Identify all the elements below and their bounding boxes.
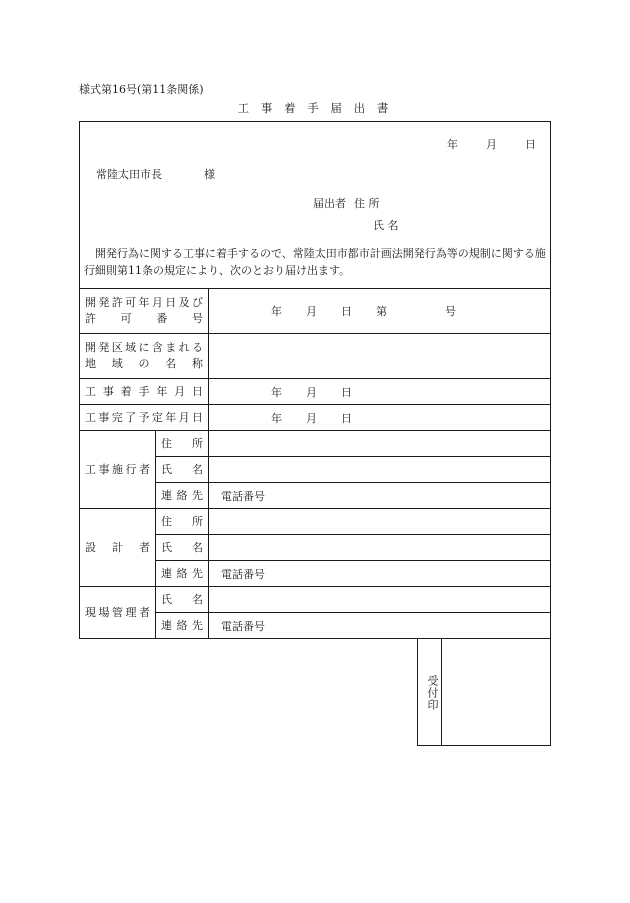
permit-row — [80, 289, 551, 334]
completion-month: 月 — [306, 411, 317, 425]
completion-year: 年 — [271, 411, 282, 425]
permit-label-line1: 開発許可年月日及び — [85, 296, 203, 309]
district-label — [80, 334, 209, 379]
addressee-name: 常陸太田市長 — [96, 168, 162, 181]
reception-stamp-box — [417, 639, 551, 746]
start-date-row — [80, 379, 551, 405]
contractor-phone-value[interactable] — [209, 483, 551, 509]
designer-phone-label: 電話番号 — [221, 567, 265, 581]
form-number: 様式第16号(第11条関係) — [79, 83, 204, 96]
site-manager-phone-label: 電話番号 — [221, 619, 265, 633]
district-label-line2: 地 域 の 名 称 — [85, 357, 203, 370]
contractor-phone-label: 電話番号 — [221, 489, 265, 503]
permit-go: 号 — [445, 305, 456, 318]
permit-value[interactable] — [209, 289, 551, 334]
start-year: 年 — [271, 385, 282, 399]
contractor-address-value[interactable] — [209, 431, 551, 457]
contractor-label: 工事施行者 — [80, 431, 156, 509]
completion-date-label: 工事完了予定年月日 — [80, 405, 209, 431]
notifier-label: 届出者 — [313, 197, 346, 210]
site-manager-name-row — [80, 587, 551, 613]
designer-phone-value[interactable] — [209, 561, 551, 587]
reception-stamp-label: 受付印 — [426, 675, 439, 711]
site-manager-label: 現場管理者 — [80, 587, 156, 639]
designer-name-value[interactable] — [209, 535, 551, 561]
permit-dai: 第 — [376, 305, 387, 318]
site-manager-name-label: 氏 名 — [156, 587, 209, 613]
addressee — [96, 166, 215, 182]
permit-year: 年 — [271, 305, 282, 318]
notifier-name-line: 氏 名 — [373, 219, 399, 232]
site-manager-contact-label: 連 絡 先 — [156, 613, 209, 639]
submission-date — [447, 136, 536, 152]
permit-month: 月 — [306, 305, 317, 318]
designer-address-row — [80, 509, 551, 535]
permit-label-line2: 許 可 番 号 — [85, 312, 203, 325]
contractor-address-label: 住 所 — [156, 431, 209, 457]
designer-name-label: 氏 名 — [156, 535, 209, 561]
district-row — [80, 334, 551, 379]
reception-stamp-label-cell — [418, 639, 442, 745]
contractor-name-label: 氏 名 — [156, 457, 209, 483]
date-year: 年 — [447, 138, 458, 151]
notifier-address-line — [313, 195, 380, 211]
header-section — [79, 121, 551, 289]
designer-address-value[interactable] — [209, 509, 551, 535]
completion-day: 日 — [341, 411, 352, 425]
site-manager-name-value[interactable] — [209, 587, 551, 613]
completion-date-row — [80, 405, 551, 431]
permit-day: 日 — [341, 305, 352, 318]
start-day: 日 — [341, 385, 352, 399]
designer-label: 設 計 者 — [80, 509, 156, 587]
notifier-address-label: 住 所 — [354, 197, 380, 210]
notice-body-text: 開発行為に関する工事に着手するので、常陸太田市都市計画法開発行為等の規制に関する施行細則第11条の規定により、次のとおり届け出ます。 — [84, 247, 546, 277]
designer-contact-label: 連 絡 先 — [156, 561, 209, 587]
start-date-value[interactable] — [209, 379, 551, 405]
details-table — [79, 288, 551, 639]
date-month: 月 — [486, 138, 497, 151]
district-label-line1: 開発区域に含まれる — [85, 341, 203, 354]
permit-label — [80, 289, 209, 334]
document-title: 工 事 着 手 届 出 書 — [237, 101, 393, 115]
site-manager-phone-value[interactable] — [209, 613, 551, 639]
district-value[interactable] — [209, 334, 551, 379]
start-date-label: 工事着手年月日 — [80, 379, 209, 405]
designer-address-label: 住 所 — [156, 509, 209, 535]
start-month: 月 — [306, 385, 317, 399]
contractor-address-row — [80, 431, 551, 457]
contractor-name-value[interactable] — [209, 457, 551, 483]
completion-date-value[interactable] — [209, 405, 551, 431]
addressee-suffix: 様 — [204, 168, 215, 181]
date-day: 日 — [525, 138, 536, 151]
contractor-contact-label: 連 絡 先 — [156, 483, 209, 509]
